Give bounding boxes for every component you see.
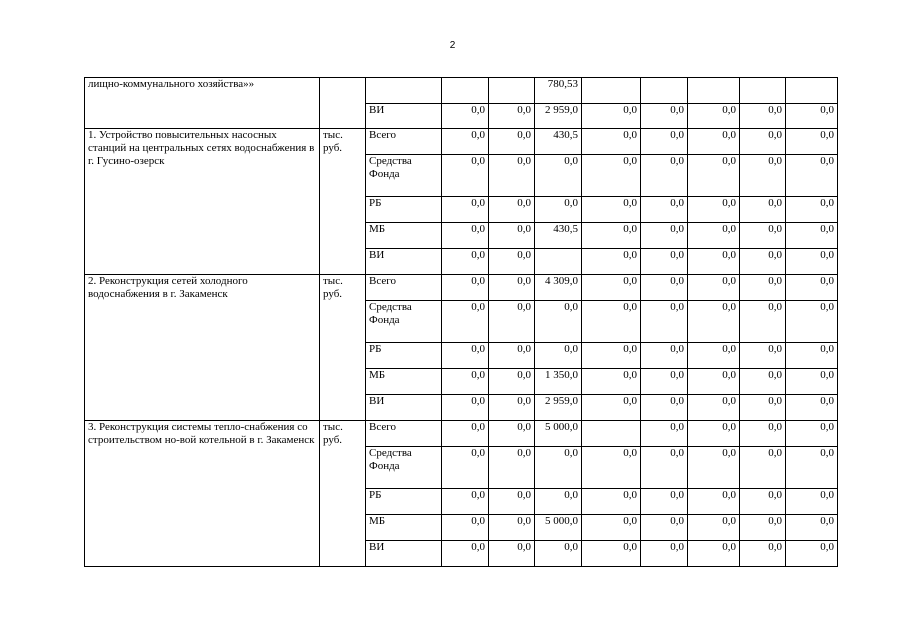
value-cell: 0,0 [740, 447, 786, 489]
value-cell: 0,0 [582, 489, 641, 515]
value-cell: 0,0 [740, 197, 786, 223]
value-cell: 0,0 [740, 249, 786, 275]
value-cell: 0,0 [489, 395, 535, 421]
value-cell: 0,0 [641, 395, 688, 421]
value-cell: 0,0 [688, 343, 740, 369]
value-cell: 0,0 [582, 223, 641, 249]
value-cell: 0,0 [641, 197, 688, 223]
value-cell: 0,0 [582, 197, 641, 223]
unit-cell [320, 78, 366, 129]
value-cell: 0,0 [489, 541, 535, 567]
value-cell [786, 78, 838, 104]
value-cell: 0,0 [688, 489, 740, 515]
value-cell: 0,0 [641, 421, 688, 447]
value-cell: 0,0 [641, 301, 688, 343]
value-cell: 0,0 [442, 197, 489, 223]
value-cell [688, 78, 740, 104]
funding-source: Средства Фонда [366, 301, 442, 343]
value-cell: 0,0 [535, 489, 582, 515]
value-cell: 0,0 [535, 541, 582, 567]
value-cell: 0,0 [688, 197, 740, 223]
value-cell [641, 78, 688, 104]
value-cell: 780,53 [535, 78, 582, 104]
value-cell: 0,0 [786, 541, 838, 567]
value-cell [740, 78, 786, 104]
value-cell: 0,0 [740, 515, 786, 541]
value-cell: 0,0 [641, 155, 688, 197]
value-cell: 5 000,0 [535, 515, 582, 541]
value-cell: 0,0 [641, 369, 688, 395]
funding-source: ВИ [366, 104, 442, 129]
value-cell: 0,0 [535, 197, 582, 223]
value-cell: 0,0 [582, 129, 641, 155]
value-cell: 0,0 [535, 343, 582, 369]
value-cell: 0,0 [582, 515, 641, 541]
value-cell: 0,0 [688, 129, 740, 155]
value-cell: 0,0 [489, 489, 535, 515]
value-cell: 0,0 [786, 275, 838, 301]
value-cell: 0,0 [786, 249, 838, 275]
value-cell: 0,0 [641, 249, 688, 275]
value-cell: 0,0 [442, 249, 489, 275]
value-cell: 0,0 [442, 301, 489, 343]
value-cell: 0,0 [786, 369, 838, 395]
value-cell: 0,0 [786, 155, 838, 197]
value-cell: 0,0 [641, 489, 688, 515]
value-cell [582, 421, 641, 447]
value-cell: 0,0 [489, 155, 535, 197]
value-cell: 0,0 [582, 395, 641, 421]
value-cell: 0,0 [582, 369, 641, 395]
funding-source: Всего [366, 421, 442, 447]
value-cell: 0,0 [582, 249, 641, 275]
value-cell: 2 959,0 [535, 104, 582, 129]
value-cell: 0,0 [786, 447, 838, 489]
value-cell [582, 78, 641, 104]
value-cell: 0,0 [442, 395, 489, 421]
value-cell: 0,0 [442, 343, 489, 369]
value-cell: 0,0 [582, 541, 641, 567]
funding-source: ВИ [366, 395, 442, 421]
value-cell: 0,0 [786, 197, 838, 223]
value-cell: 0,0 [442, 129, 489, 155]
value-cell: 0,0 [489, 447, 535, 489]
table-row [85, 421, 838, 447]
funding-source: РБ [366, 343, 442, 369]
value-cell [535, 249, 582, 275]
funding-source: МБ [366, 515, 442, 541]
funding-source: РБ [366, 489, 442, 515]
value-cell: 0,0 [786, 129, 838, 155]
value-cell: 0,0 [786, 421, 838, 447]
value-cell: 430,5 [535, 129, 582, 155]
value-cell: 0,0 [740, 541, 786, 567]
value-cell: 0,0 [688, 223, 740, 249]
value-cell: 0,0 [641, 541, 688, 567]
value-cell: 0,0 [582, 447, 641, 489]
value-cell: 430,5 [535, 223, 582, 249]
value-cell: 0,0 [688, 155, 740, 197]
value-cell: 0,0 [442, 104, 489, 129]
funding-source: Средства Фонда [366, 447, 442, 489]
value-cell: 1 350,0 [535, 369, 582, 395]
value-cell [489, 78, 535, 104]
value-cell: 0,0 [688, 369, 740, 395]
project-name: 1. Устройство повысительных насосных станций на центральных сетях водоснабжения в г. Гусино-озерск [85, 129, 320, 275]
value-cell: 0,0 [489, 104, 535, 129]
value-cell: 4 309,0 [535, 275, 582, 301]
table-row [85, 129, 838, 155]
value-cell: 0,0 [442, 421, 489, 447]
value-cell: 0,0 [582, 104, 641, 129]
project-name: 3. Реконструкция системы тепло-снабжения со строительством но-вой котельной в г. Закаменск [85, 421, 320, 567]
funding-source: Средства Фонда [366, 155, 442, 197]
value-cell: 0,0 [786, 395, 838, 421]
value-cell: 0,0 [535, 155, 582, 197]
value-cell: 0,0 [489, 301, 535, 343]
value-cell: 0,0 [442, 489, 489, 515]
unit-cell: тыс. руб. [320, 275, 366, 421]
value-cell: 0,0 [740, 301, 786, 343]
value-cell: 0,0 [442, 541, 489, 567]
value-cell: 0,0 [489, 249, 535, 275]
value-cell: 0,0 [582, 343, 641, 369]
value-cell: 0,0 [489, 223, 535, 249]
project-name: 2. Реконструкция сетей холодного водоснабжения в г. Закаменск [85, 275, 320, 421]
value-cell: 0,0 [641, 343, 688, 369]
value-cell: 0,0 [582, 155, 641, 197]
funding-source: МБ [366, 369, 442, 395]
value-cell: 0,0 [442, 223, 489, 249]
value-cell: 0,0 [688, 447, 740, 489]
value-cell: 0,0 [688, 249, 740, 275]
value-cell: 0,0 [740, 343, 786, 369]
value-cell: 0,0 [489, 197, 535, 223]
value-cell: 0,0 [786, 223, 838, 249]
value-cell: 0,0 [442, 515, 489, 541]
value-cell: 0,0 [740, 155, 786, 197]
value-cell: 0,0 [641, 275, 688, 301]
funding-source [366, 78, 442, 104]
funding-source: ВИ [366, 249, 442, 275]
value-cell: 2 959,0 [535, 395, 582, 421]
funding-source: РБ [366, 197, 442, 223]
value-cell [442, 78, 489, 104]
funding-source: Всего [366, 275, 442, 301]
value-cell: 0,0 [740, 129, 786, 155]
funding-source: Всего [366, 129, 442, 155]
value-cell: 0,0 [442, 369, 489, 395]
value-cell: 0,0 [489, 275, 535, 301]
funding-source: ВИ [366, 541, 442, 567]
value-cell: 0,0 [688, 104, 740, 129]
value-cell: 0,0 [740, 421, 786, 447]
value-cell: 0,0 [442, 447, 489, 489]
value-cell: 0,0 [786, 515, 838, 541]
funding-source: МБ [366, 223, 442, 249]
value-cell: 0,0 [740, 369, 786, 395]
project-name: лищно-коммунального хозяйства»» [85, 78, 320, 129]
value-cell: 0,0 [641, 447, 688, 489]
table-row [85, 275, 838, 301]
value-cell: 0,0 [489, 369, 535, 395]
page-number: 2 [449, 40, 456, 51]
value-cell: 0,0 [786, 343, 838, 369]
table-row [85, 78, 838, 104]
value-cell: 0,0 [688, 275, 740, 301]
value-cell: 0,0 [740, 489, 786, 515]
value-cell: 0,0 [582, 275, 641, 301]
value-cell: 0,0 [786, 489, 838, 515]
value-cell: 0,0 [489, 421, 535, 447]
value-cell: 0,0 [786, 104, 838, 129]
value-cell: 0,0 [740, 223, 786, 249]
value-cell: 0,0 [740, 275, 786, 301]
value-cell: 0,0 [442, 155, 489, 197]
value-cell: 0,0 [489, 129, 535, 155]
value-cell: 0,0 [641, 104, 688, 129]
value-cell: 0,0 [489, 343, 535, 369]
value-cell: 0,0 [641, 515, 688, 541]
value-cell: 0,0 [688, 421, 740, 447]
value-cell: 0,0 [688, 541, 740, 567]
value-cell: 0,0 [582, 301, 641, 343]
value-cell: 0,0 [641, 129, 688, 155]
value-cell: 0,0 [688, 515, 740, 541]
value-cell: 0,0 [688, 301, 740, 343]
value-cell: 0,0 [535, 301, 582, 343]
value-cell: 0,0 [489, 515, 535, 541]
funding-table [84, 77, 838, 567]
value-cell: 0,0 [641, 223, 688, 249]
value-cell: 0,0 [786, 301, 838, 343]
value-cell: 0,0 [535, 447, 582, 489]
unit-cell: тыс. руб. [320, 129, 366, 275]
value-cell: 0,0 [442, 275, 489, 301]
unit-cell: тыс. руб. [320, 421, 366, 567]
value-cell: 0,0 [740, 395, 786, 421]
value-cell: 5 000,0 [535, 421, 582, 447]
table-body [85, 78, 838, 567]
value-cell: 0,0 [740, 104, 786, 129]
value-cell: 0,0 [688, 395, 740, 421]
